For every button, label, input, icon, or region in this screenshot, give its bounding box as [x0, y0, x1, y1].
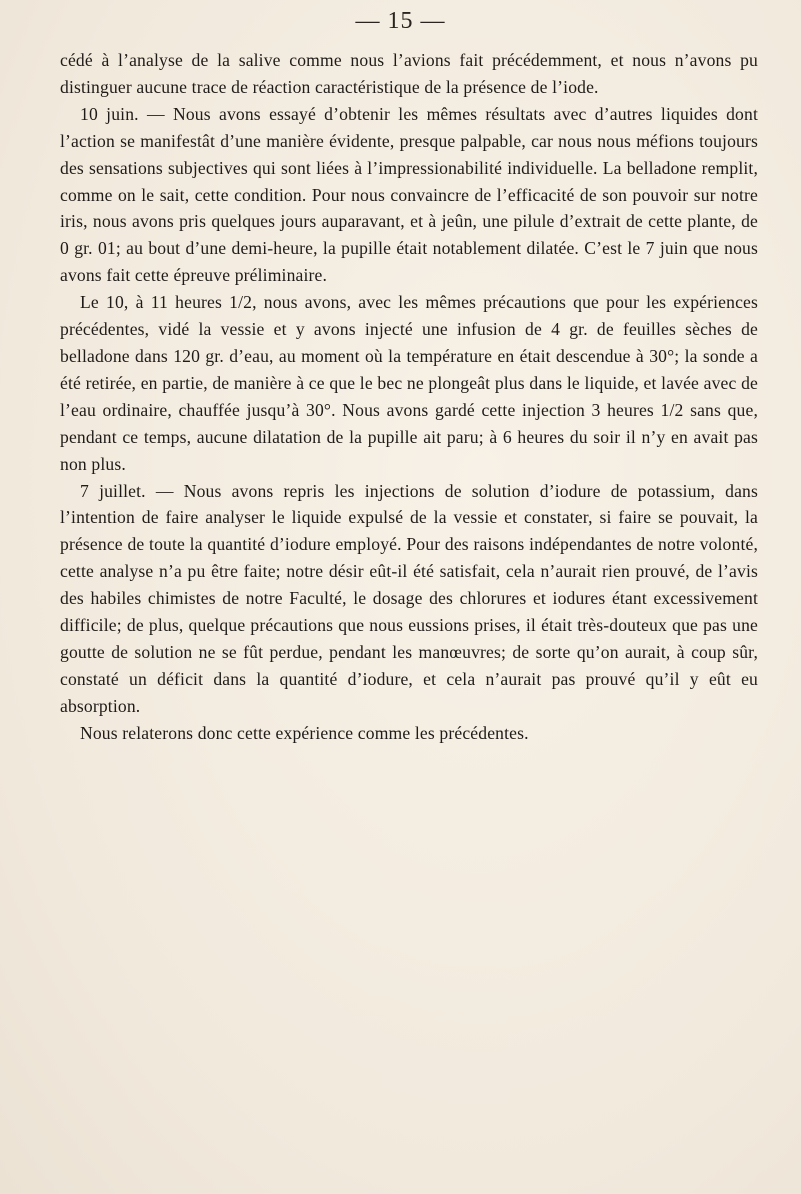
body-text [60, 47, 758, 747]
page-number: — 15 — [355, 8, 446, 34]
paragraph-continuation: cédé à l’analyse de la salive comme nous l’avions fait précédemment, et nous n’avons pu distinguer aucune trace de réaction caractéristique de la présence de l’iode. [60, 50, 758, 97]
paragraph-7-juillet: 7 juillet. — Nous avons repris les injections de solution d’iodure de potassium, dans l’intention de faire analyser le liquide expulsé de la vessie et constater, si faire se pouvait, la présence de toute la quantité d’iodure employé. Pour des raisons indépendantes de notre volonté, cette analyse n’a pu être faite; notre désir eût-il été satisfait, cela n’aurait rien prouvé, de l’avis des habiles chimistes de notre Faculté, le dosage des chlorures et iodures étant excessivement difficile; de plus, quelque précautions que nous eussions prises, il était très-douteux que pas une goutte de solution ne se fût perdue, pendant les manœuvres; de sorte qu’on aurait, à coup sûr, constaté un déficit dans la quantité d’iodure, et cela n’aurait pas prouvé qu’il y eût eu absorption. [60, 480, 758, 716]
paragraph-le-10: Le 10, à 11 heures 1/2, nous avons, avec les mêmes précautions que pour les expériences précédentes, vidé la vessie et y avons injecté une infusion de 4 gr. de feuilles sèches de belladone dans 120 gr. d’eau, au moment où la température en était descendue à 30°; la sonde a été retirée, en partie, de manière à ce que le bec ne plongeât plus dans le liquide, et lavée avec de l’eau ordinaire, chauffée jusqu’à 30°. Nous avons gardé cette injection 3 heures 1/2 sans que, pendant ce temps, aucune dilatation de la pupille ait paru; à 6 heures du soir il n’y en avait pas non plus. [60, 292, 758, 474]
paragraph-10-juin: 10 juin. — Nous avons essayé d’obtenir les mêmes résultats avec d’autres liquides dont l’action se manifestât d’une manière évidente, presque palpable, car nous nous méfions toujours des sensations subjectives qui sont liées à l’impressionabilité individuelle. La belladone remplit, comme on le sait, cette condition. Pour nous convaincre de l’efficacité de son pouvoir sur notre iris, nous avons pris quelques jours auparavant, et à jeûn, une pilule d’extrait de cette plante, de 0 gr. 01; au bout d’une demi-heure, la pupille était notablement dilatée. C’est le 7 juin que nous avons fait cette épreuve préliminaire. [60, 103, 758, 286]
paragraph-conclusion: Nous relaterons donc cette expérience comme les précédentes. [80, 722, 529, 743]
